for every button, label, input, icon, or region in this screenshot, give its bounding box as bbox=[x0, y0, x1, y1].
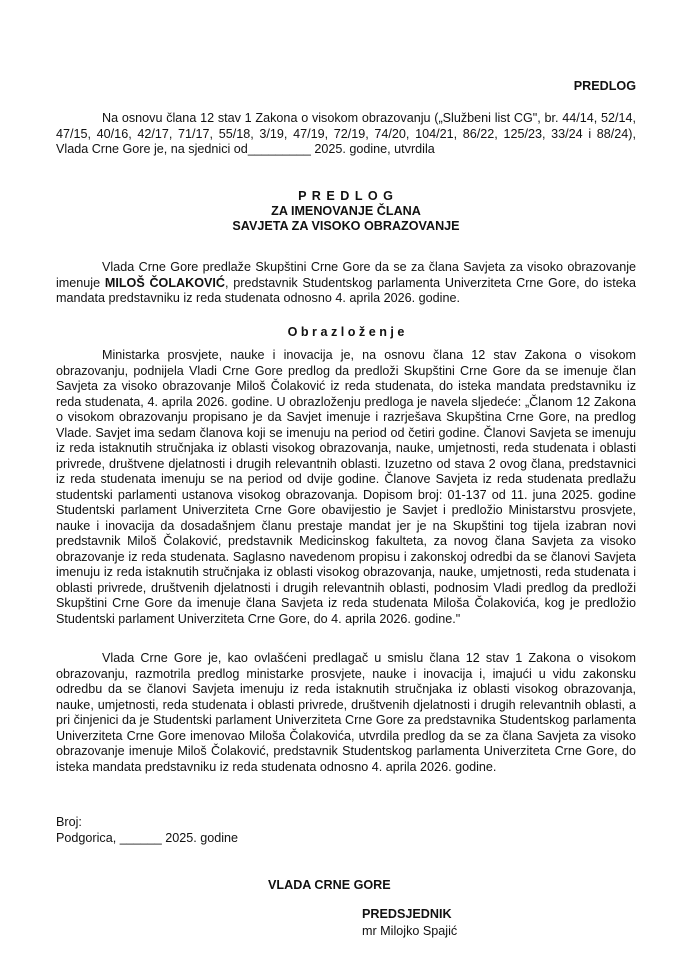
title-line-2: ZA IMENOVANJE ČLANA bbox=[271, 204, 421, 218]
proposal-text-after: , predstavnik Studentskog parlamenta Univerziteta Crne Gore, do isteka mandata predstavniku iz reda studenata odnosno 4. aprila 2026. godine. bbox=[56, 275, 636, 305]
document-number: Broj: bbox=[56, 815, 82, 829]
legal-basis-paragraph: Na osnovu člana 12 stav 1 Zakona o visokom obrazovanju („Službeni list CG", br. 44/14, 52/14, 47/15, 40/16, 42/17, 71/17, 55/18, 3/19, 47/19, 72/19, 74/20, 104/21, 86/22, 125/23, 33/24 i 88/24), Vlada Crne Gore je, na sjednici od_________ 2025. godine, utvrdila bbox=[56, 111, 636, 156]
proposal-paragraph bbox=[56, 260, 636, 307]
nominee-name: MILOŠ ČOLAKOVIĆ bbox=[104, 275, 226, 290]
proposal-text-before: Vlada Crne Gore predlaže Skupštini Crne Gore da se za člana Savjeta za visoko obrazovanje imenuje bbox=[56, 260, 636, 290]
government-name: VLADA CRNE GORE bbox=[268, 878, 391, 892]
reasoning-paragraph-1: Ministarka prosvjete, nauke i inovacija je, na osnovu člana 12 stav Zakona o visokom obrazovanju, podnijela Vladi Crne Gore predlog da predloži Skupštini Crne Gore da se imenuje član Savjeta za visoko obrazovanje Miloš Čolaković iz reda studenata, do isteka mandata predstavniku iz reda studenata, 4. aprila 2026. godine. U obrazloženju predloga je navela sljedeće: „Članom 12 Zakona o visokom obrazovanju propisano je da Savjet imenuje i razrješava Skupština Crne Gore, na predlog Vlade. Savjet ima sedam članova koji se imenuju na period od četiri godine. Članovi Savjeta se imenuju iz reda istaknutih stručnjaka iz oblasti visokog obrazovanja, nauke, umjetnosti, reda studenata i oblasti privrede, društvene djelatnosti i drugih relevantnih oblasti. Izuzetno od stava 2 ovog člana, predstavnici iz reda studenata imenuju se na period od dvije godine. Članove Savjeta iz reda studenata predlažu studentski parlamenti ustanova visokog obrazovanja. Dopisom broj: 01-137 od 11. juna 2025. godine Studentski parlament Univerziteta Crne Gore obavijestio je Savjet i predložio Ministarstvu prosvjete, nauke i inovacija da dosadašnjem članu prestaje mandat jer je na Skupštini tog tijela izabran novi predstavnik Miloš Čolaković, predstavnik Medicinskog fakulteta, za novog člana Savjeta za visoko obrazovanje iz reda studenata. Saglasno navedenom propisu i zakonskoj odredbi da se članovi Savjeta imenuju iz reda istaknutih stručnjaka iz oblasti visokog obrazovanja, nauke, umjetnosti, reda studenata i oblasti privrede, društvenih djelatnosti i drugih relevantnih oblasti, podnosim Vladi predlog da predloži Skupštini Crne Gore da imenuje člana Savjeta iz reda studenata Miloša Čolakovića, kog je predložio Studentski parlament Univerziteta Crne Gore, do 4. aprila 2026. godine." bbox=[56, 348, 636, 626]
document-label: PREDLOG bbox=[573, 79, 636, 93]
reasoning-heading: O b r a z l o ž e n j e bbox=[287, 325, 405, 339]
reasoning-paragraph-2: Vlada Crne Gore je, kao ovlašćeni predlagač u smislu člana 12 stav 1 Zakona o visokom obrazovanju, razmotrila predlog ministarke prosvjete, nauke i inovacija i, imajući u vidu zakonsku odredbu da se članovi Savjeta imenuju iz reda istaknutih stručnjaka iz oblasti visokog obrazovanja, nauke, umjetnosti, reda studenata i oblasti privrede, društvenih djelatnosti i drugih relevantnih oblasti, a pri činjenici da je Studentski parlament Univerziteta Crne Gore za predstavnika Studentskog parlamenta Univerziteta Crne Gore imenovao Miloša Čolakovića, utvrdila predlog da se za člana Savjeta za visoko obrazovanje imenuje Miloš Čolaković, predstavnik Studentskog parlamenta Univerziteta Crne Gore, do isteka mandata predstavniku iz reda studenata odnosno 4. aprila 2026. godine. bbox=[56, 651, 636, 774]
signatory-name: mr Milojko Spajić bbox=[362, 924, 458, 938]
title-line-1: P R E D L O G bbox=[298, 189, 394, 203]
place-and-date: Podgorica, ______ 2025. godine bbox=[56, 831, 239, 845]
title-line-3: SAVJETA ZA VISOKO OBRAZOVANJE bbox=[232, 219, 460, 233]
signatory-title: PREDSJEDNIK bbox=[362, 907, 452, 921]
